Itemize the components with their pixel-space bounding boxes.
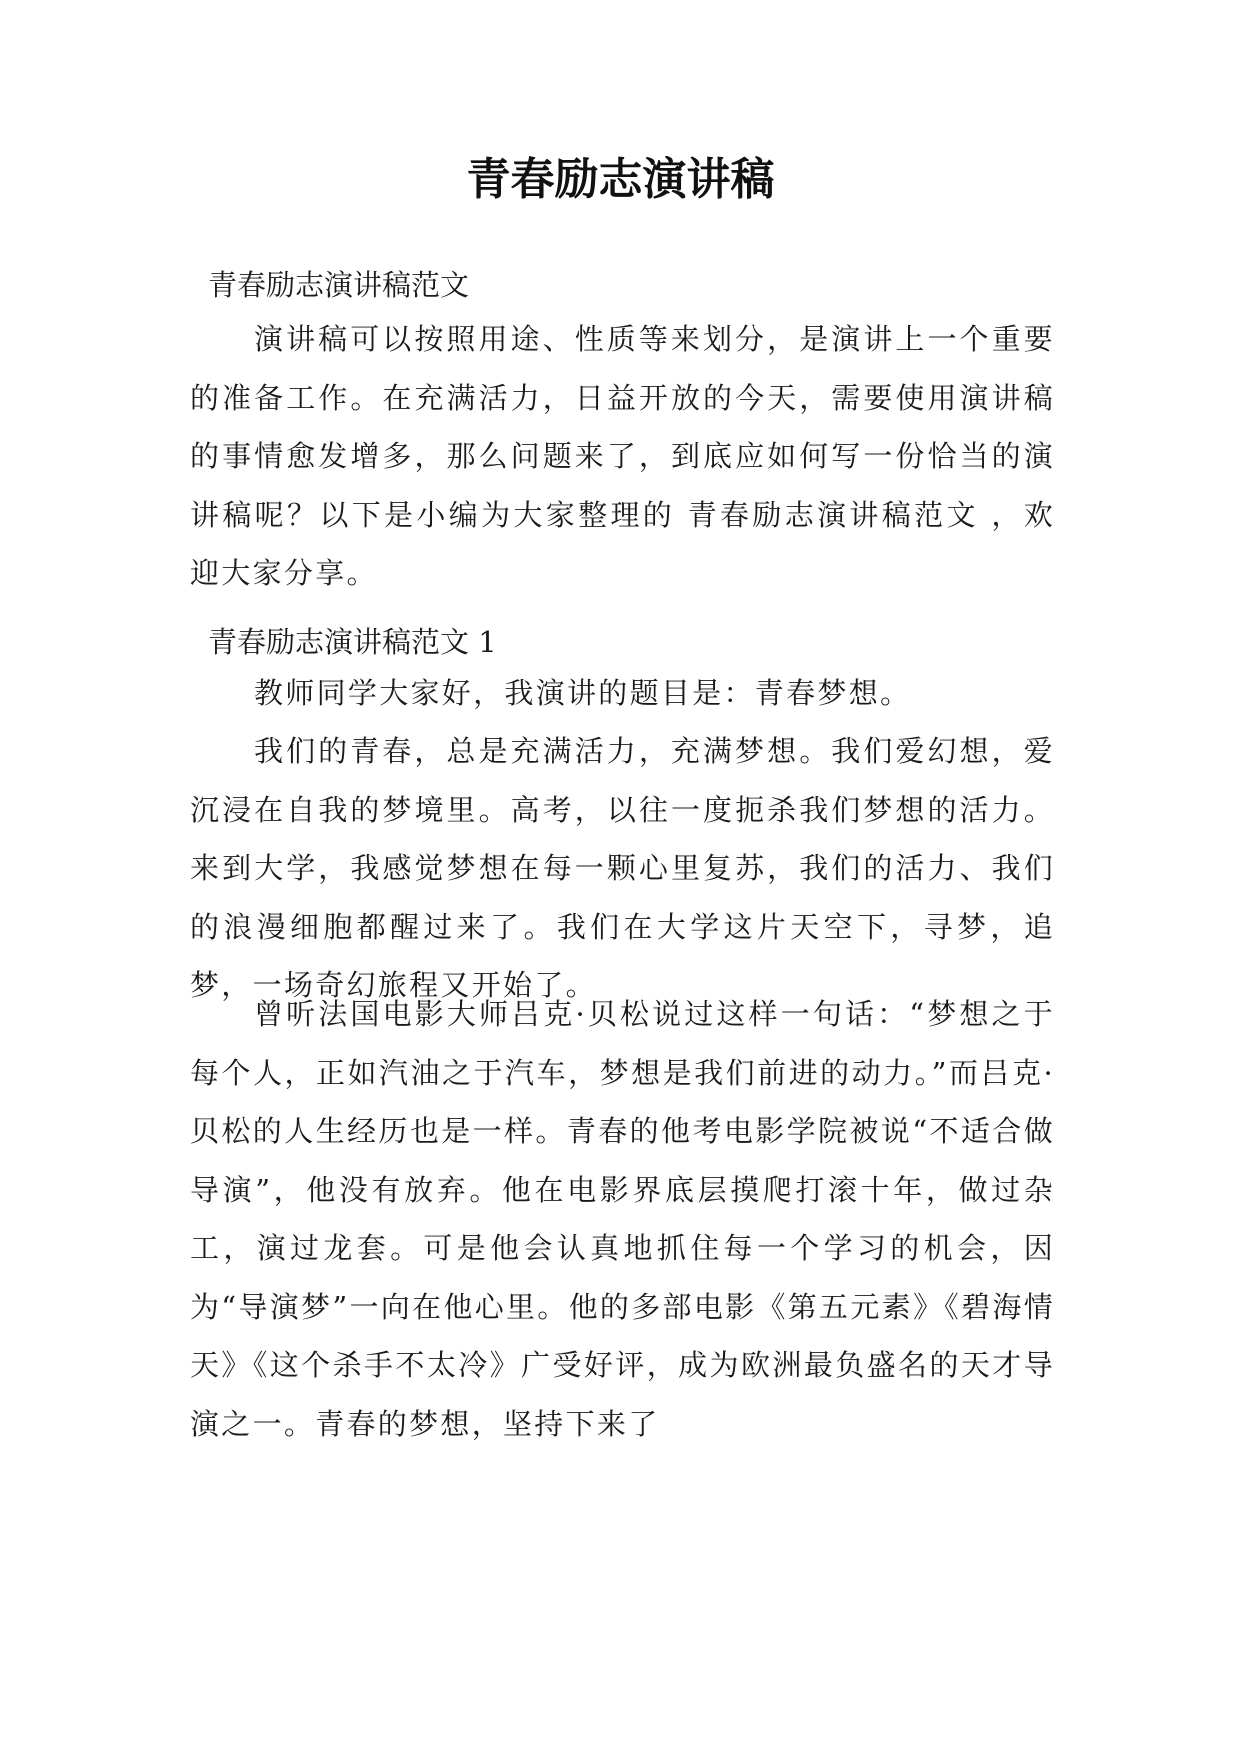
- document-title: 青春励志演讲稿: [466, 154, 775, 205]
- body-paragraph-1: 教师同学大家好，我演讲的题目是：青春梦想。: [254, 676, 912, 710]
- body-paragraph-3: 曾听法国电影大师吕克·贝松说过这样一句话：“梦想之于每个人，正如汽油之于汽车，梦想是我们前进的动力。”而吕克·贝松的人生经历也是一样。青春的他考电影学院被说“不适合做导演”，他没有放弃。他在电影界底层摸爬打滚十年，做过杂工，演过龙套。可是他会认真地抓住每一个学习的机会，因为“导演梦”一向在他心里。他的多部电影《第五元素》《碧海情天》《这个杀手不太冷》广受好评，成为欧洲最负盛名的天才导演之一。青春的梦想，坚持下来了: [190, 997, 1055, 1441]
- intro-paragraph: 演讲稿可以按照用途、性质等来划分，是演讲上一个重要的准备工作。在充满活力，日益开放的今天，需要使用演讲稿的事情愈发增多，那么问题来了，到底应如何写一份恰当的演讲稿呢？以下是小编为大家整理的 青春励志演讲稿范文 ，欢迎大家分享。: [190, 322, 1055, 590]
- body-paragraph-2: 我们的青春，总是充满活力，充满梦想。我们爱幻想，爱沉浸在自我的梦境里。高考，以往一度扼杀我们梦想的活力。来到大学，我感觉梦想在每一颗心里复苏，我们的活力、我们的浪漫细胞都醒过来了。我们在大学这片天空下，寻梦，追梦，一场奇幻旅程又开始了。: [190, 734, 1055, 1002]
- intro-heading: 青春励志演讲稿范文: [208, 268, 470, 302]
- section-1-heading: 青春励志演讲稿范文 1: [208, 625, 497, 659]
